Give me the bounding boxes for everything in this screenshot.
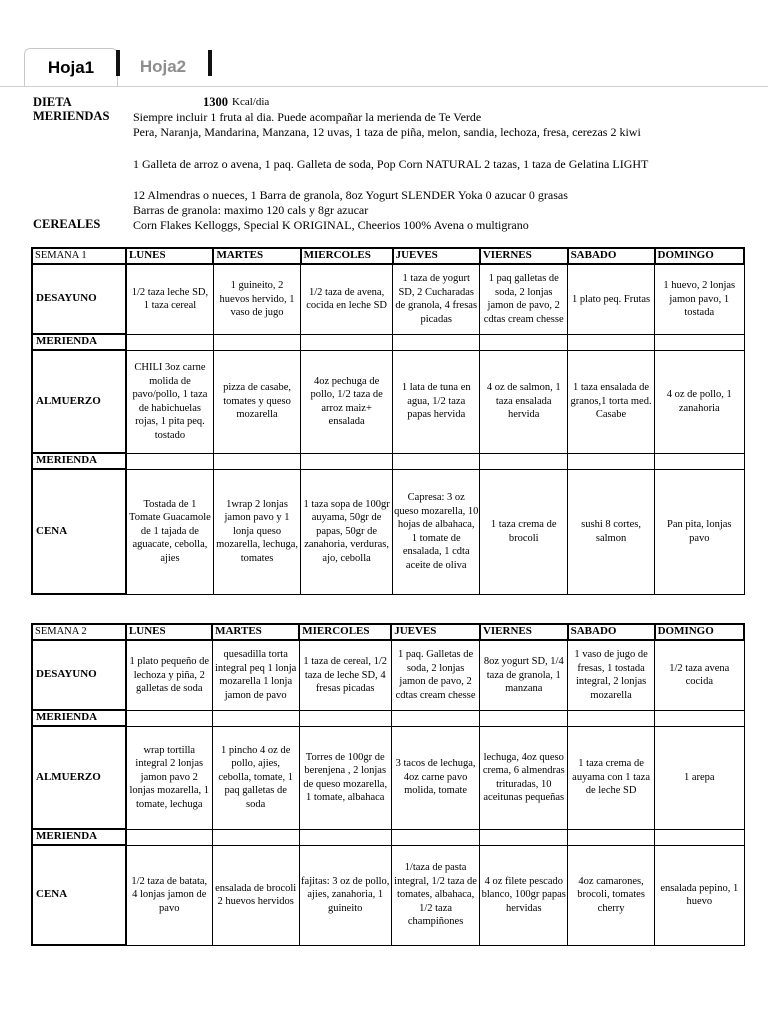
meal-cell[interactable]: 1 paq galletas de soda, 2 lonjas jamon de pavo, 2 cdtas cream chesse [480,264,568,334]
meal-cell[interactable] [480,453,568,469]
day-header: MIERCOLES [301,248,393,264]
meal-cell[interactable]: ensalada de brocoli 2 huevos hervidos [212,845,299,945]
day-header: VIERNES [480,624,568,640]
dieta-label: DIETA [33,95,72,109]
meal-cell[interactable]: Torres de 100gr de berenjena , 2 lonjas de queso mozarella, 1 tomate, albahaca [299,726,391,829]
table-row [32,350,744,453]
week1-table [31,247,745,595]
meal-cell[interactable] [301,334,393,350]
meal-label: CENA [32,845,126,945]
meal-cell[interactable] [480,334,568,350]
meal-cell[interactable]: 1/2 taza avena cocida [655,640,744,710]
meal-cell[interactable]: sushi 8 cortes, salmon [568,469,655,594]
meal-cell[interactable]: 1/taza de pasta integral, 1/2 taza de tomates, albahaca, 1/2 taza champiñones [391,845,480,945]
meal-cell[interactable]: CHILI 3oz carne molida de pavo/pollo, 1 taza de habichuelas rojas, 1 pita peq. tostado [126,350,214,453]
meal-label: MERIENDA [32,453,126,469]
meal-cell[interactable]: 4 oz filete pescado blanco, 100gr papas hervidas [480,845,568,945]
meal-cell[interactable]: 4oz pechuga de pollo, 1/2 taza de arroz maiz+ ensalada [301,350,393,453]
meal-cell[interactable]: 1 taza crema de brocoli [480,469,568,594]
table-row [32,334,744,350]
meal-cell[interactable]: 8oz yogurt SD, 1/4 taza de granola, 1 manzana [480,640,568,710]
meal-cell[interactable] [655,453,744,469]
meal-label: MERIENDA [32,334,126,350]
meal-cell[interactable]: 1 vaso de jugo de fresas, 1 tostada integral, 2 lonjas mozarella [568,640,655,710]
meal-cell[interactable]: Capresa: 3 oz queso mozarella, 10 hojas de albahaca, 1 tomate de ensalada, 1 cdta aceite de oliva [393,469,480,594]
meal-cell[interactable]: 1 pincho 4 oz de pollo, ajies, cebolla, tomate, 1 paq galletas de soda [212,726,299,829]
cereales-label: CEREALES [33,217,101,231]
meal-cell[interactable]: 1 arepa [655,726,744,829]
week2-container [0,623,745,973]
meal-cell[interactable] [480,710,568,726]
meal-cell[interactable] [212,829,299,845]
meal-cell[interactable] [568,334,655,350]
day-header: SABADO [568,248,655,264]
meal-label: ALMUERZO [32,726,126,829]
meriendas-line: 12 Almendras o nueces, 1 Barra de granola, 8oz Yogurt SLENDER Yoka 0 azucar 0 grasas [133,188,568,202]
table-row [32,453,744,469]
meal-cell[interactable]: 1 taza ensalada de granos,1 torta med. Casabe [568,350,655,453]
meal-cell[interactable] [212,710,299,726]
kcal-unit: Kcal/dia [232,96,270,108]
meal-cell[interactable]: Pan pita, lonjas pavo [655,469,744,594]
meal-cell[interactable]: wrap tortilla integral 2 lonjas jamon pavo 2 lonjas mozarella, 1 tomate, lechuga [126,726,212,829]
meal-cell[interactable]: Tostada de 1 Tomate Guacamole de 1 tajada de aguacate, cebolla, ajies [126,469,214,594]
day-header: MIERCOLES [299,624,391,640]
day-header: LUNES [126,624,212,640]
meriendas-line: Barras de granola: maximo 120 cals y 8gr azucar [133,203,369,217]
meal-label: ALMUERZO [32,350,126,453]
table-row [32,829,744,845]
sheet-tabs [0,0,768,88]
meal-cell[interactable] [391,710,480,726]
meal-cell[interactable]: fajitas: 3 oz de pollo, ajies, zanahoria, 1 guineito [299,845,391,945]
meal-cell[interactable]: 1wrap 2 lonjas jamon pavo y 1 lonja queso mozarella, lechuga, tomates [213,469,300,594]
meriendas-line: 1 Galleta de arroz o avena, 1 paq. Galleta de soda, Pop Corn NATURAL 2 tazas, 1 taza de Gelatina LIGHT [133,157,649,171]
day-header: LUNES [126,248,214,264]
week-label: SEMANA 1 [32,248,126,264]
meal-cell[interactable]: pizza de casabe, tomates y queso mozarella [213,350,300,453]
meal-cell[interactable]: 1 paq. Galletas de soda, 2 lonjas jamon de pavo, 2 cdtas cream chesse [391,640,480,710]
meal-cell[interactable] [655,710,744,726]
meal-cell[interactable] [568,453,655,469]
day-header: MARTES [212,624,299,640]
meal-cell[interactable]: 1 lata de tuna en agua, 1/2 taza papas hervida [393,350,480,453]
meal-cell[interactable]: ensalada pepino, 1 huevo [655,845,744,945]
meal-cell[interactable]: 1/2 taza de batata, 4 lonjas jamon de pavo [126,845,212,945]
meal-cell[interactable]: 1/2 taza de avena, cocida en leche SD [301,264,393,334]
table-row [32,640,744,710]
meal-cell[interactable] [213,334,300,350]
meal-cell[interactable] [299,829,391,845]
week2-header-row [32,624,744,640]
week1-header-row [32,248,744,264]
week2-table [31,623,745,946]
tab-hoja2[interactable]: Hoja2 [139,57,187,76]
meal-cell[interactable] [393,334,480,350]
meal-label: CENA [32,469,126,594]
meal-cell[interactable] [301,453,393,469]
meal-cell[interactable] [126,710,212,726]
table-row [32,469,744,594]
day-header: JUEVES [391,624,480,640]
meal-cell[interactable]: 4 oz de pollo, 1 zanahoria [655,350,744,453]
meal-cell[interactable]: 1 plato pequeño de lechoza y piña, 2 galletas de soda [126,640,212,710]
meal-cell[interactable] [568,710,655,726]
meal-cell[interactable] [480,829,568,845]
table-row [32,710,744,726]
meal-cell[interactable]: 3 tacos de lechuga, 4oz carne pavo molida, tomate [391,726,480,829]
tab-separator [208,50,212,76]
meal-cell[interactable]: 1/2 taza leche SD, 1 taza cereal [126,264,214,334]
cereales-text: Corn Flakes Kelloggs, Special K ORIGINAL, Cheerios 100% Avena o multigrano [133,218,529,232]
tab-hoja1[interactable]: Hoja1 [24,48,118,87]
meal-cell[interactable]: 1 taza de cereal, 1/2 taza de leche SD, 4 fresas picadas [299,640,391,710]
table-row [32,726,744,829]
meal-cell[interactable]: quesadilla torta integral peq 1 lonja mozarella 1 lonja jamon de pavo [212,640,299,710]
meal-cell[interactable] [393,453,480,469]
day-header: SABADO [568,624,655,640]
week1-container [0,247,745,597]
meal-cell[interactable]: 1 plato peq. Frutas [568,264,655,334]
day-header: VIERNES [480,248,568,264]
meal-cell[interactable] [568,829,655,845]
meal-cell[interactable]: 1 guineito, 2 huevos hervido, 1 vaso de jugo [213,264,300,334]
meal-cell[interactable]: 1 taza de yogurt SD, 2 Cucharadas de granola, 4 fresas picadas [393,264,480,334]
meal-cell[interactable]: 1 huevo, 2 lonjas jamon pavo, 1 tostada [655,264,744,334]
meal-cell[interactable] [299,710,391,726]
table-row [32,264,744,334]
meal-cell[interactable] [655,829,744,845]
meriendas-label: MERIENDAS [33,109,110,123]
meriendas-line: Pera, Naranja, Mandarina, Manzana, 12 uvas, 1 taza de piña, melon, sandia, lechoza, fresa, cerezas 2 kiwi [133,125,641,139]
meal-label: DESAYUNO [32,264,126,334]
meal-label: MERIENDA [32,829,126,845]
meal-cell[interactable] [655,334,744,350]
day-header: DOMINGO [655,624,744,640]
meal-cell[interactable]: 1 taza sopa de 100gr auyama, 50gr de papas, 50gr de zanahoria, verduras, ajo, cebolla [301,469,393,594]
meal-label: DESAYUNO [32,640,126,710]
day-header: JUEVES [393,248,480,264]
meal-cell[interactable] [126,334,214,350]
day-header: MARTES [213,248,300,264]
kcal-value: 1300 [203,95,228,109]
tab-baseline [0,86,768,87]
table-row [32,845,744,945]
meal-cell[interactable]: 4 oz de salmon, 1 taza ensalada hervida [480,350,568,453]
meal-label: MERIENDA [32,710,126,726]
day-header: DOMINGO [655,248,744,264]
meal-cell[interactable]: lechuga, 4oz queso crema, 6 almendras trituradas, 10 aceitunas pequeñas [480,726,568,829]
meal-cell[interactable] [213,453,300,469]
meal-cell[interactable]: 4oz camarones, brocoli, tomates cherry [568,845,655,945]
meriendas-line: Siempre incluir 1 fruta al dia. Puede acompañar la merienda de Te Verde [133,110,482,124]
week-label: SEMANA 2 [32,624,126,640]
meal-cell[interactable] [126,829,212,845]
meal-cell[interactable]: 1 taza crema de auyama con 1 taza de leche SD [568,726,655,829]
meal-cell[interactable] [126,453,214,469]
meal-cell[interactable] [391,829,480,845]
